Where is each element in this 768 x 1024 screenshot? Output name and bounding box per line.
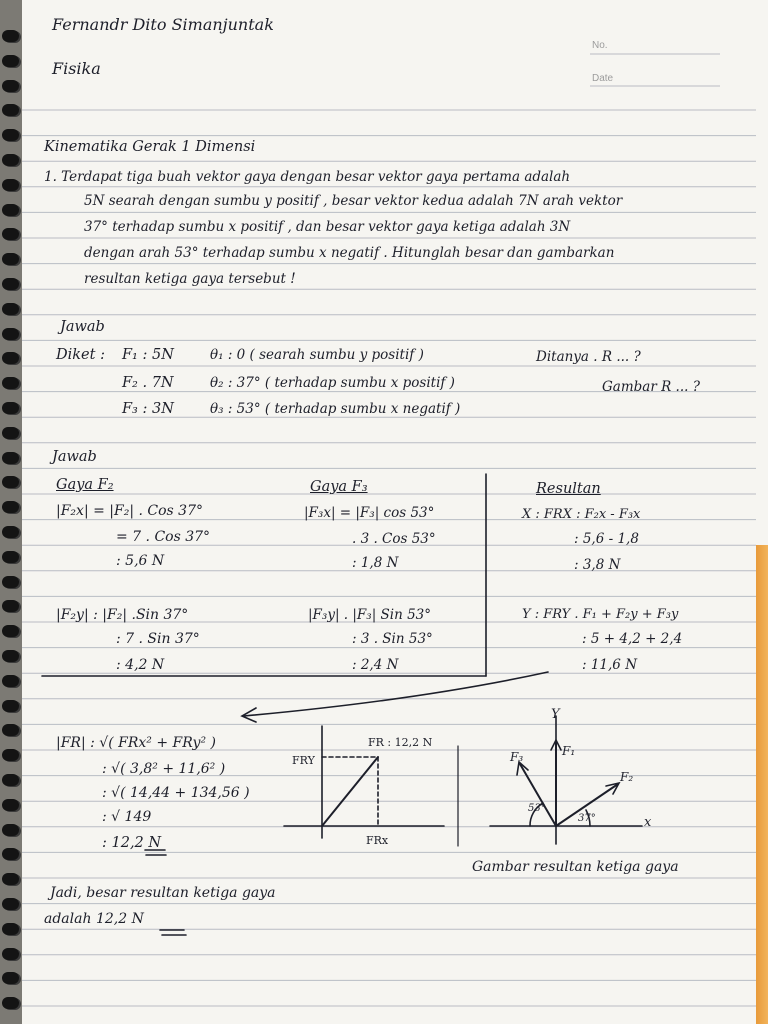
date-label: Date	[592, 73, 614, 84]
binding-ring	[2, 154, 19, 166]
binding-ring	[2, 576, 19, 588]
asked-drawing: Gambar R ... ?	[602, 379, 700, 395]
binding-ring	[2, 898, 19, 910]
f1-label: F₁	[562, 744, 576, 758]
chapter-title: Kinematika Gerak 1 Dimensi	[44, 139, 256, 155]
f2y-result: : 4,2 N	[116, 657, 165, 673]
angle-37-label: 37°	[578, 813, 596, 824]
magnitude-step: : √( 3,8² + 11,6² )	[102, 761, 226, 777]
binding-ring	[2, 80, 19, 92]
rx-result: : 3,8 N	[574, 557, 621, 573]
binding-ring	[2, 600, 19, 612]
binding-ring	[2, 253, 19, 265]
angle-53-arc	[530, 803, 543, 826]
binding-ring	[2, 848, 19, 860]
f2-label: F₂	[620, 770, 634, 784]
binding-ring	[2, 104, 19, 116]
f2y-step: |F₂y| : |F₂| .Sin 37°	[56, 607, 189, 623]
f3x-result: : 1,8 N	[352, 555, 399, 571]
no-label: No.	[592, 40, 608, 51]
binding-ring	[2, 749, 19, 761]
problem-line: resultan ketiga gaya tersebut !	[84, 271, 296, 287]
fr-label: FR : 12,2 N	[368, 736, 433, 749]
binding-ring	[2, 997, 19, 1009]
f2-vector	[556, 784, 618, 826]
student-name: Fernandr Dito Simanjuntak	[52, 15, 274, 34]
graph1-resultant-vector	[322, 757, 378, 826]
binding-ring	[2, 799, 19, 811]
asked-resultant: Ditanya . R ... ?	[536, 349, 641, 365]
f2x-step: = 7 . Cos 37°	[116, 529, 211, 545]
binding-ring	[2, 724, 19, 736]
ry-result: : 11,6 N	[582, 657, 638, 673]
subject-title: Fisika	[52, 59, 101, 78]
angle-37-arc	[586, 810, 590, 826]
given-force: F₂ . 7N	[122, 375, 174, 391]
f3x-step: |F₃x| = |F₃| cos 53°	[304, 505, 435, 521]
binding-ring	[2, 526, 19, 538]
spiral-binding	[0, 0, 22, 1024]
magnitude-step: : √( 14,44 + 134,56 )	[102, 785, 250, 801]
binding-ring	[2, 228, 19, 240]
binding-ring	[2, 179, 19, 191]
f3y-result: : 2,4 N	[352, 657, 399, 673]
binding-ring	[2, 774, 19, 786]
diagram-caption: Gambar resultan ketiga gaya	[472, 859, 679, 875]
binding-ring	[2, 328, 19, 340]
conclusion-line: Jadi, besar resultan ketiga gaya	[50, 885, 276, 901]
conclusion-line: adalah 12,2 N	[44, 911, 144, 927]
answer-heading: Jawab	[52, 449, 97, 465]
ry-step: Y : FRY . F₁ + F₂y + F₃y	[522, 607, 679, 622]
f2x-result: : 5,6 N	[116, 553, 165, 569]
binding-ring	[2, 501, 19, 513]
binding-ring	[2, 427, 19, 439]
binding-ring	[2, 278, 19, 290]
given-angle: θ₂ : 37° ( terhadap sumbu x positif )	[210, 375, 455, 391]
x-axis-label: x	[644, 815, 652, 830]
problem-line: 5N searah dengan sumbu y positif , besar vektor kedua adalah 7N arah vektor	[84, 193, 623, 209]
binding-ring	[2, 204, 19, 216]
given-label: Diket :	[56, 347, 105, 363]
problem-line: 1. Terdapat tiga buah vektor gaya dengan besar vektor gaya pertama adalah	[44, 169, 571, 185]
binding-ring	[2, 948, 19, 960]
gaya-f3-heading: Gaya F₃	[310, 479, 368, 495]
fry-label: FRY	[292, 754, 315, 767]
gaya-f2-heading: Gaya F₂	[56, 477, 114, 493]
binding-ring	[2, 972, 19, 984]
given-force: F₁ : 5N	[122, 347, 174, 363]
rx-step: X : FRX : F₂x - F₃x	[522, 507, 641, 522]
rx-step: : 5,6 - 1,8	[574, 531, 639, 547]
f2x-step: |F₂x| = |F₂| . Cos 37°	[56, 503, 203, 519]
binding-ring	[2, 402, 19, 414]
binding-ring	[2, 377, 19, 389]
binding-ring	[2, 650, 19, 662]
answer-heading: Jawab	[60, 319, 105, 335]
given-angle: θ₁ : 0 ( searah sumbu y positif )	[210, 347, 424, 363]
binding-ring	[2, 476, 19, 488]
resultan-heading: Resultan	[536, 481, 601, 497]
conclusion-double-underline	[160, 930, 186, 935]
angle-53-label: 53°	[528, 803, 546, 814]
arrow-to-magnitude	[244, 672, 548, 716]
problem-line: dengan arah 53° terhadap sumbu x negatif . Hitunglah besar dan gambarkan	[84, 245, 615, 261]
magnitude-step: : √ 149	[102, 809, 152, 825]
binding-ring	[2, 625, 19, 637]
ry-step: : 5 + 4,2 + 2,4	[582, 631, 683, 647]
f3y-step: : 3 . Sin 53°	[352, 631, 433, 647]
binding-ring	[2, 700, 19, 712]
binding-ring	[2, 452, 19, 464]
given-force: F₃ : 3N	[122, 401, 174, 417]
problem-line: 37° terhadap sumbu x positif , dan besar vektor gaya ketiga adalah 3N	[84, 219, 571, 235]
frx-label: FRx	[366, 834, 389, 847]
binding-ring	[2, 352, 19, 364]
f3-vector	[520, 764, 556, 826]
binding-ring	[2, 551, 19, 563]
magnitude-result: : 12,2 N	[102, 835, 162, 851]
binding-ring	[2, 303, 19, 315]
given-angle: θ₃ : 53° ( terhadap sumbu x negatif )	[210, 401, 461, 417]
f3y-step: |F₃y| . |F₃| Sin 53°	[308, 607, 432, 623]
binding-ring	[2, 824, 19, 836]
binding-ring	[2, 129, 19, 141]
binding-ring	[2, 30, 19, 42]
f2y-step: : 7 . Sin 37°	[116, 631, 200, 647]
answer-double-underline	[145, 850, 166, 855]
y-axis-label: Y	[551, 707, 560, 722]
f3x-step: . 3 . Cos 53°	[352, 531, 436, 547]
binding-ring	[2, 675, 19, 687]
magnitude-step: |FR| : √( FRx² + FRy² )	[56, 735, 216, 751]
binding-ring	[2, 923, 19, 935]
binding-ring	[2, 55, 19, 67]
binding-ring	[2, 873, 19, 885]
f3-label: F₃	[510, 750, 524, 764]
